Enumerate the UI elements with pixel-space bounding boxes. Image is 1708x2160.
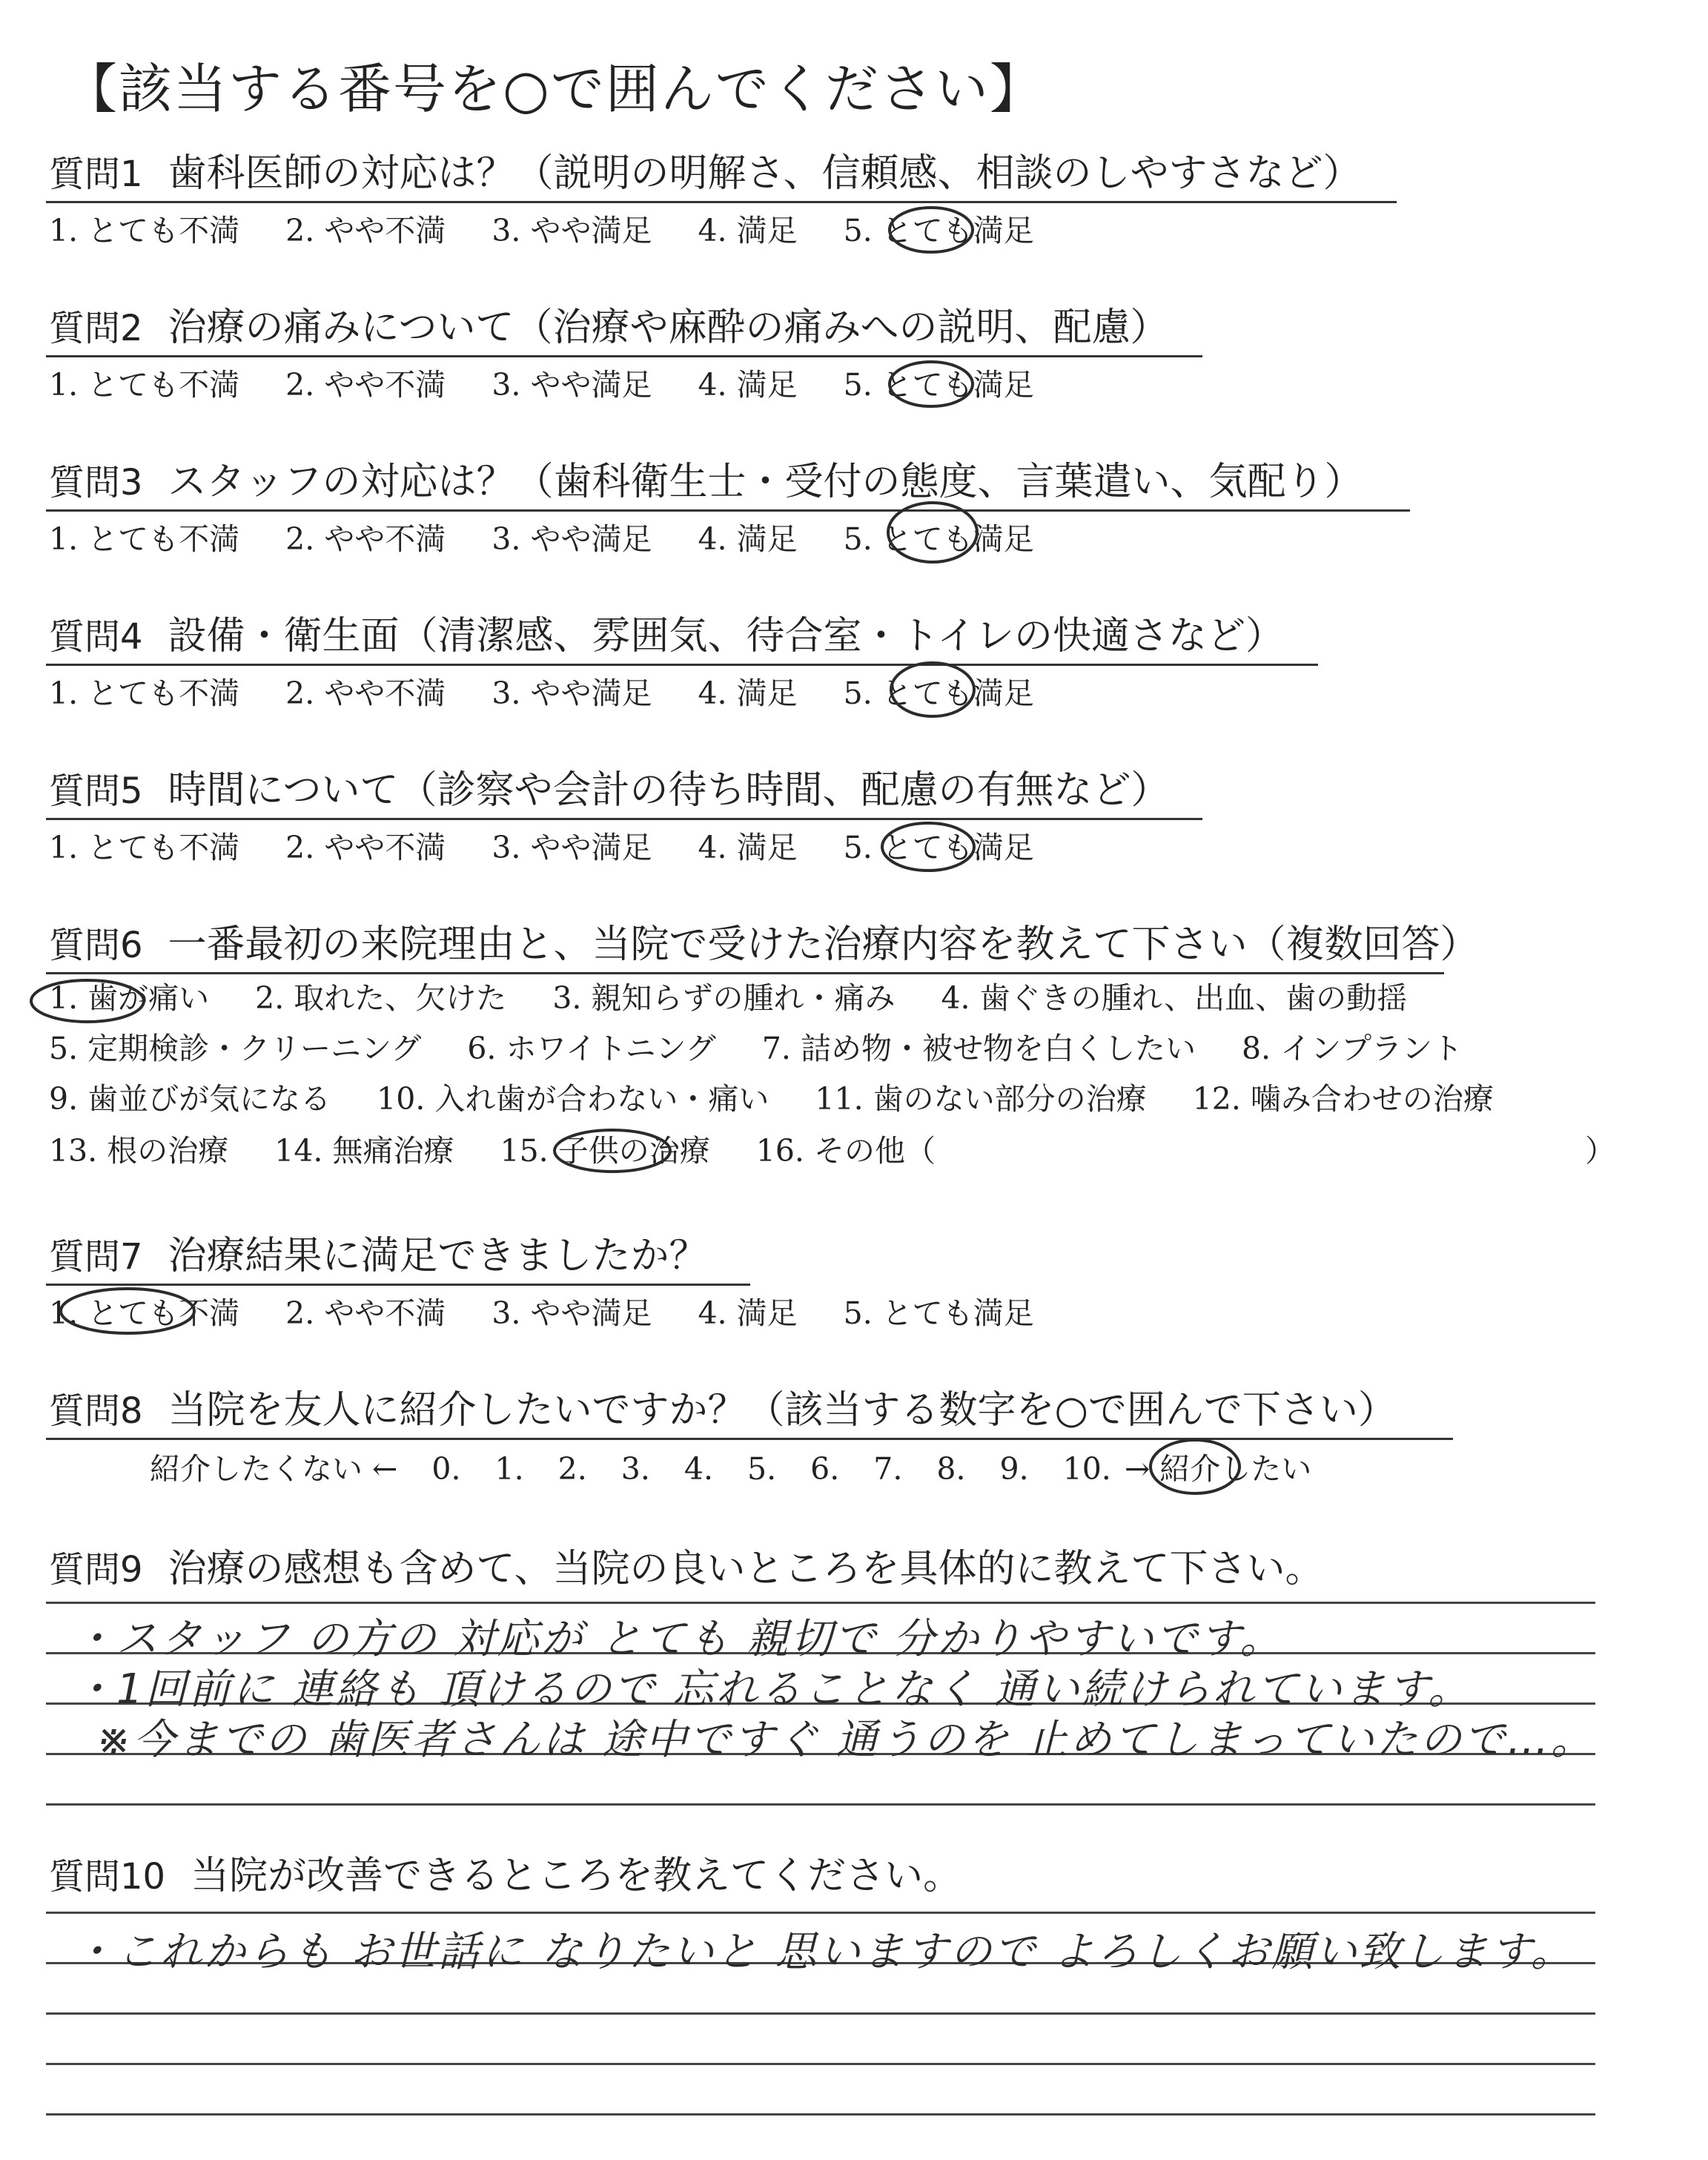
- question-4-text: 設備・衛生面（清潔感、雰囲気、待合室・トイレの快適さなど）: [168, 614, 1284, 658]
- question-2-number: 質問2: [49, 308, 143, 349]
- question-6-number: 質問6: [49, 925, 143, 966]
- q3-option-3[interactable]: 3. やや満足: [491, 521, 652, 557]
- q2-option-1[interactable]: 1. とても不満: [49, 367, 240, 403]
- q4-option-3[interactable]: 3. やや満足: [491, 676, 652, 711]
- question-9-number: 質問9: [49, 1549, 143, 1591]
- q1-circle-mark: [890, 208, 973, 252]
- q5-option-4[interactable]: 4. 満足: [698, 830, 798, 865]
- q5-option-1[interactable]: 1. とても不満: [49, 830, 240, 865]
- q6-option-16[interactable]: 16. その他（: [755, 1133, 936, 1169]
- question-7-number: 質問7: [49, 1236, 143, 1278]
- q1-option-5[interactable]: 5. とても満足: [843, 213, 1034, 248]
- question-4-number: 質問4: [49, 616, 143, 658]
- q6-option-2[interactable]: 2. 取れた、欠けた: [255, 980, 507, 1016]
- q8-scale-10[interactable]: 10.: [1062, 1451, 1111, 1487]
- q4-option-2[interactable]: 2. やや不満: [285, 676, 446, 711]
- q9-handwritten-line-3[interactable]: ※今までの 歯医者さんは 途中ですぐ 通うのを 止めてしまっていたので…。: [96, 1716, 1595, 1764]
- q6-circle-mark-15: [555, 1130, 670, 1172]
- q8-scale-8[interactable]: 8.: [936, 1451, 966, 1487]
- question-3-text: スタッフの対応は？（歯科衛生士・受付の態度、言葉遣い、気配り）: [168, 460, 1363, 504]
- question-5-text: 時間について（診察や会計の待ち時間、配慮の有無など）: [168, 768, 1170, 813]
- q6-option-13[interactable]: 13. 根の治療: [49, 1133, 229, 1169]
- page-title: 【該当する番号を○で囲んでください】: [64, 58, 1045, 120]
- q7-option-1[interactable]: 1. とても不満: [49, 1295, 240, 1331]
- q6-option-12[interactable]: 12. 噛み合わせの治療: [1192, 1081, 1494, 1117]
- q2-option-3[interactable]: 3. やや満足: [491, 367, 652, 403]
- q8-scale-right-label: → 紹介したい: [1124, 1451, 1312, 1487]
- q6-option-5[interactable]: 5. 定期検診・クリーニング: [49, 1031, 422, 1066]
- question-6-text: 一番最初の来院理由と、当院で受けた治療内容を教えて下さい（複数回答）: [168, 922, 1479, 967]
- q4-option-5[interactable]: 5. とても満足: [843, 676, 1034, 711]
- q3-option-5[interactable]: 5. とても満足: [843, 521, 1034, 557]
- question-3-number: 質問3: [49, 462, 143, 503]
- q1-option-4[interactable]: 4. 満足: [698, 213, 798, 248]
- q8-scale-4[interactable]: 4.: [683, 1451, 714, 1487]
- q9-handwritten-line-2[interactable]: ・1回前に 連絡も 頂けるので 忘れることなく 通い続けられています。: [73, 1665, 1472, 1714]
- question-1-text: 歯科医師の対応は？（説明の明解さ、信頼感、相談のしやすさなど）: [168, 151, 1362, 196]
- q6-option-14[interactable]: 14. 無痛治療: [274, 1133, 454, 1169]
- q6-option-7[interactable]: 7. 詰め物・被せ物を白くしたい: [761, 1031, 1196, 1066]
- q2-option-4[interactable]: 4. 満足: [698, 367, 798, 403]
- q1-option-1[interactable]: 1. とても不満: [49, 213, 240, 248]
- q8-circle-mark: [1151, 1440, 1239, 1493]
- q8-scale-7[interactable]: 7.: [873, 1451, 903, 1487]
- q6-circle-mark-1: [31, 980, 144, 1022]
- q7-option-2[interactable]: 2. やや不満: [285, 1295, 446, 1331]
- q3-option-4[interactable]: 4. 満足: [698, 521, 798, 557]
- q2-option-2[interactable]: 2. やや不満: [285, 367, 446, 403]
- q2-option-5[interactable]: 5. とても満足: [843, 367, 1034, 403]
- q6-option-3[interactable]: 3. 親知らずの腫れ・痛み: [552, 980, 896, 1016]
- q7-option-4[interactable]: 4. 満足: [698, 1295, 798, 1331]
- q4-circle-mark: [891, 663, 974, 716]
- q6-option-1[interactable]: 1. 歯が痛い: [49, 980, 210, 1016]
- q6-option-15[interactable]: 15. 子供の治療: [500, 1133, 710, 1169]
- q8-scale-0[interactable]: 0.: [431, 1451, 461, 1487]
- question-1-number: 質問1: [49, 153, 143, 195]
- q4-option-1[interactable]: 1. とても不満: [49, 676, 240, 711]
- q4-option-4[interactable]: 4. 満足: [698, 676, 798, 711]
- question-5-number: 質問5: [49, 770, 143, 812]
- q8-scale-2[interactable]: 2.: [557, 1451, 587, 1487]
- q5-option-3[interactable]: 3. やや満足: [491, 830, 652, 865]
- q5-option-5[interactable]: 5. とても満足: [843, 830, 1034, 865]
- question-9-text: 治療の感想も含めて、当院の良いところを具体的に教えて下さい。: [168, 1547, 1324, 1591]
- q3-option-1[interactable]: 1. とても不満: [49, 521, 240, 557]
- q8-scale-9[interactable]: 9.: [999, 1451, 1029, 1487]
- q6-option-6[interactable]: 6. ホワイトニング: [467, 1031, 716, 1066]
- q8-scale-1[interactable]: 1.: [494, 1451, 524, 1487]
- q7-circle-mark: [61, 1289, 194, 1333]
- q1-option-3[interactable]: 3. やや満足: [491, 213, 652, 248]
- question-8-number: 質問8: [49, 1390, 143, 1432]
- q3-circle-mark: [888, 503, 977, 562]
- q8-scale-5[interactable]: 5.: [747, 1451, 777, 1487]
- q10-handwritten-line-1[interactable]: ・これからも お世話に なりたいと 思いますので よろしくお願い致します。: [73, 1928, 1575, 1976]
- q6-option-10[interactable]: 10. 入れ歯が合わない・痛い: [377, 1081, 769, 1117]
- q6-option-8[interactable]: 8. インプラント: [1241, 1031, 1463, 1066]
- q1-option-2[interactable]: 2. やや不満: [285, 213, 446, 248]
- question-2-text: 治療の痛みについて（治療や麻酔の痛みへの説明、配慮）: [168, 305, 1169, 350]
- q8-scale-3[interactable]: 3.: [620, 1451, 650, 1487]
- q8-scale-6[interactable]: 6.: [810, 1451, 840, 1487]
- q2-circle-mark: [890, 362, 973, 406]
- q8-scale-left-label: 紹介したくない ←: [150, 1451, 398, 1487]
- q6-option-9[interactable]: 9. 歯並びが気になる: [49, 1081, 331, 1117]
- q7-option-3[interactable]: 3. やや満足: [491, 1295, 652, 1331]
- q5-option-2[interactable]: 2. やや不満: [285, 830, 446, 865]
- question-10-number: 質問10: [49, 1856, 166, 1898]
- q6-other-close-paren: ）: [1585, 1133, 1615, 1169]
- question-7-text: 治療結果に満足できましたか？: [168, 1234, 708, 1278]
- question-8-text: 当院を友人に紹介したいですか？（該当する数字を○で囲んで下さい）: [168, 1388, 1397, 1433]
- q6-option-4[interactable]: 4. 歯ぐきの腫れ、出血、歯の動揺: [941, 980, 1408, 1016]
- q6-option-11[interactable]: 11. 歯のない部分の治療: [815, 1081, 1147, 1117]
- q9-handwritten-line-1[interactable]: ・スタッフ の方の 対応が とても 親切で 分かりやすいです。: [73, 1615, 1284, 1663]
- q5-circle-mark: [882, 823, 974, 871]
- q3-option-2[interactable]: 2. やや不満: [285, 521, 446, 557]
- question-10-text: 当院が改善できるところを教えてください。: [191, 1854, 962, 1898]
- q7-option-5[interactable]: 5. とても満足: [843, 1295, 1034, 1331]
